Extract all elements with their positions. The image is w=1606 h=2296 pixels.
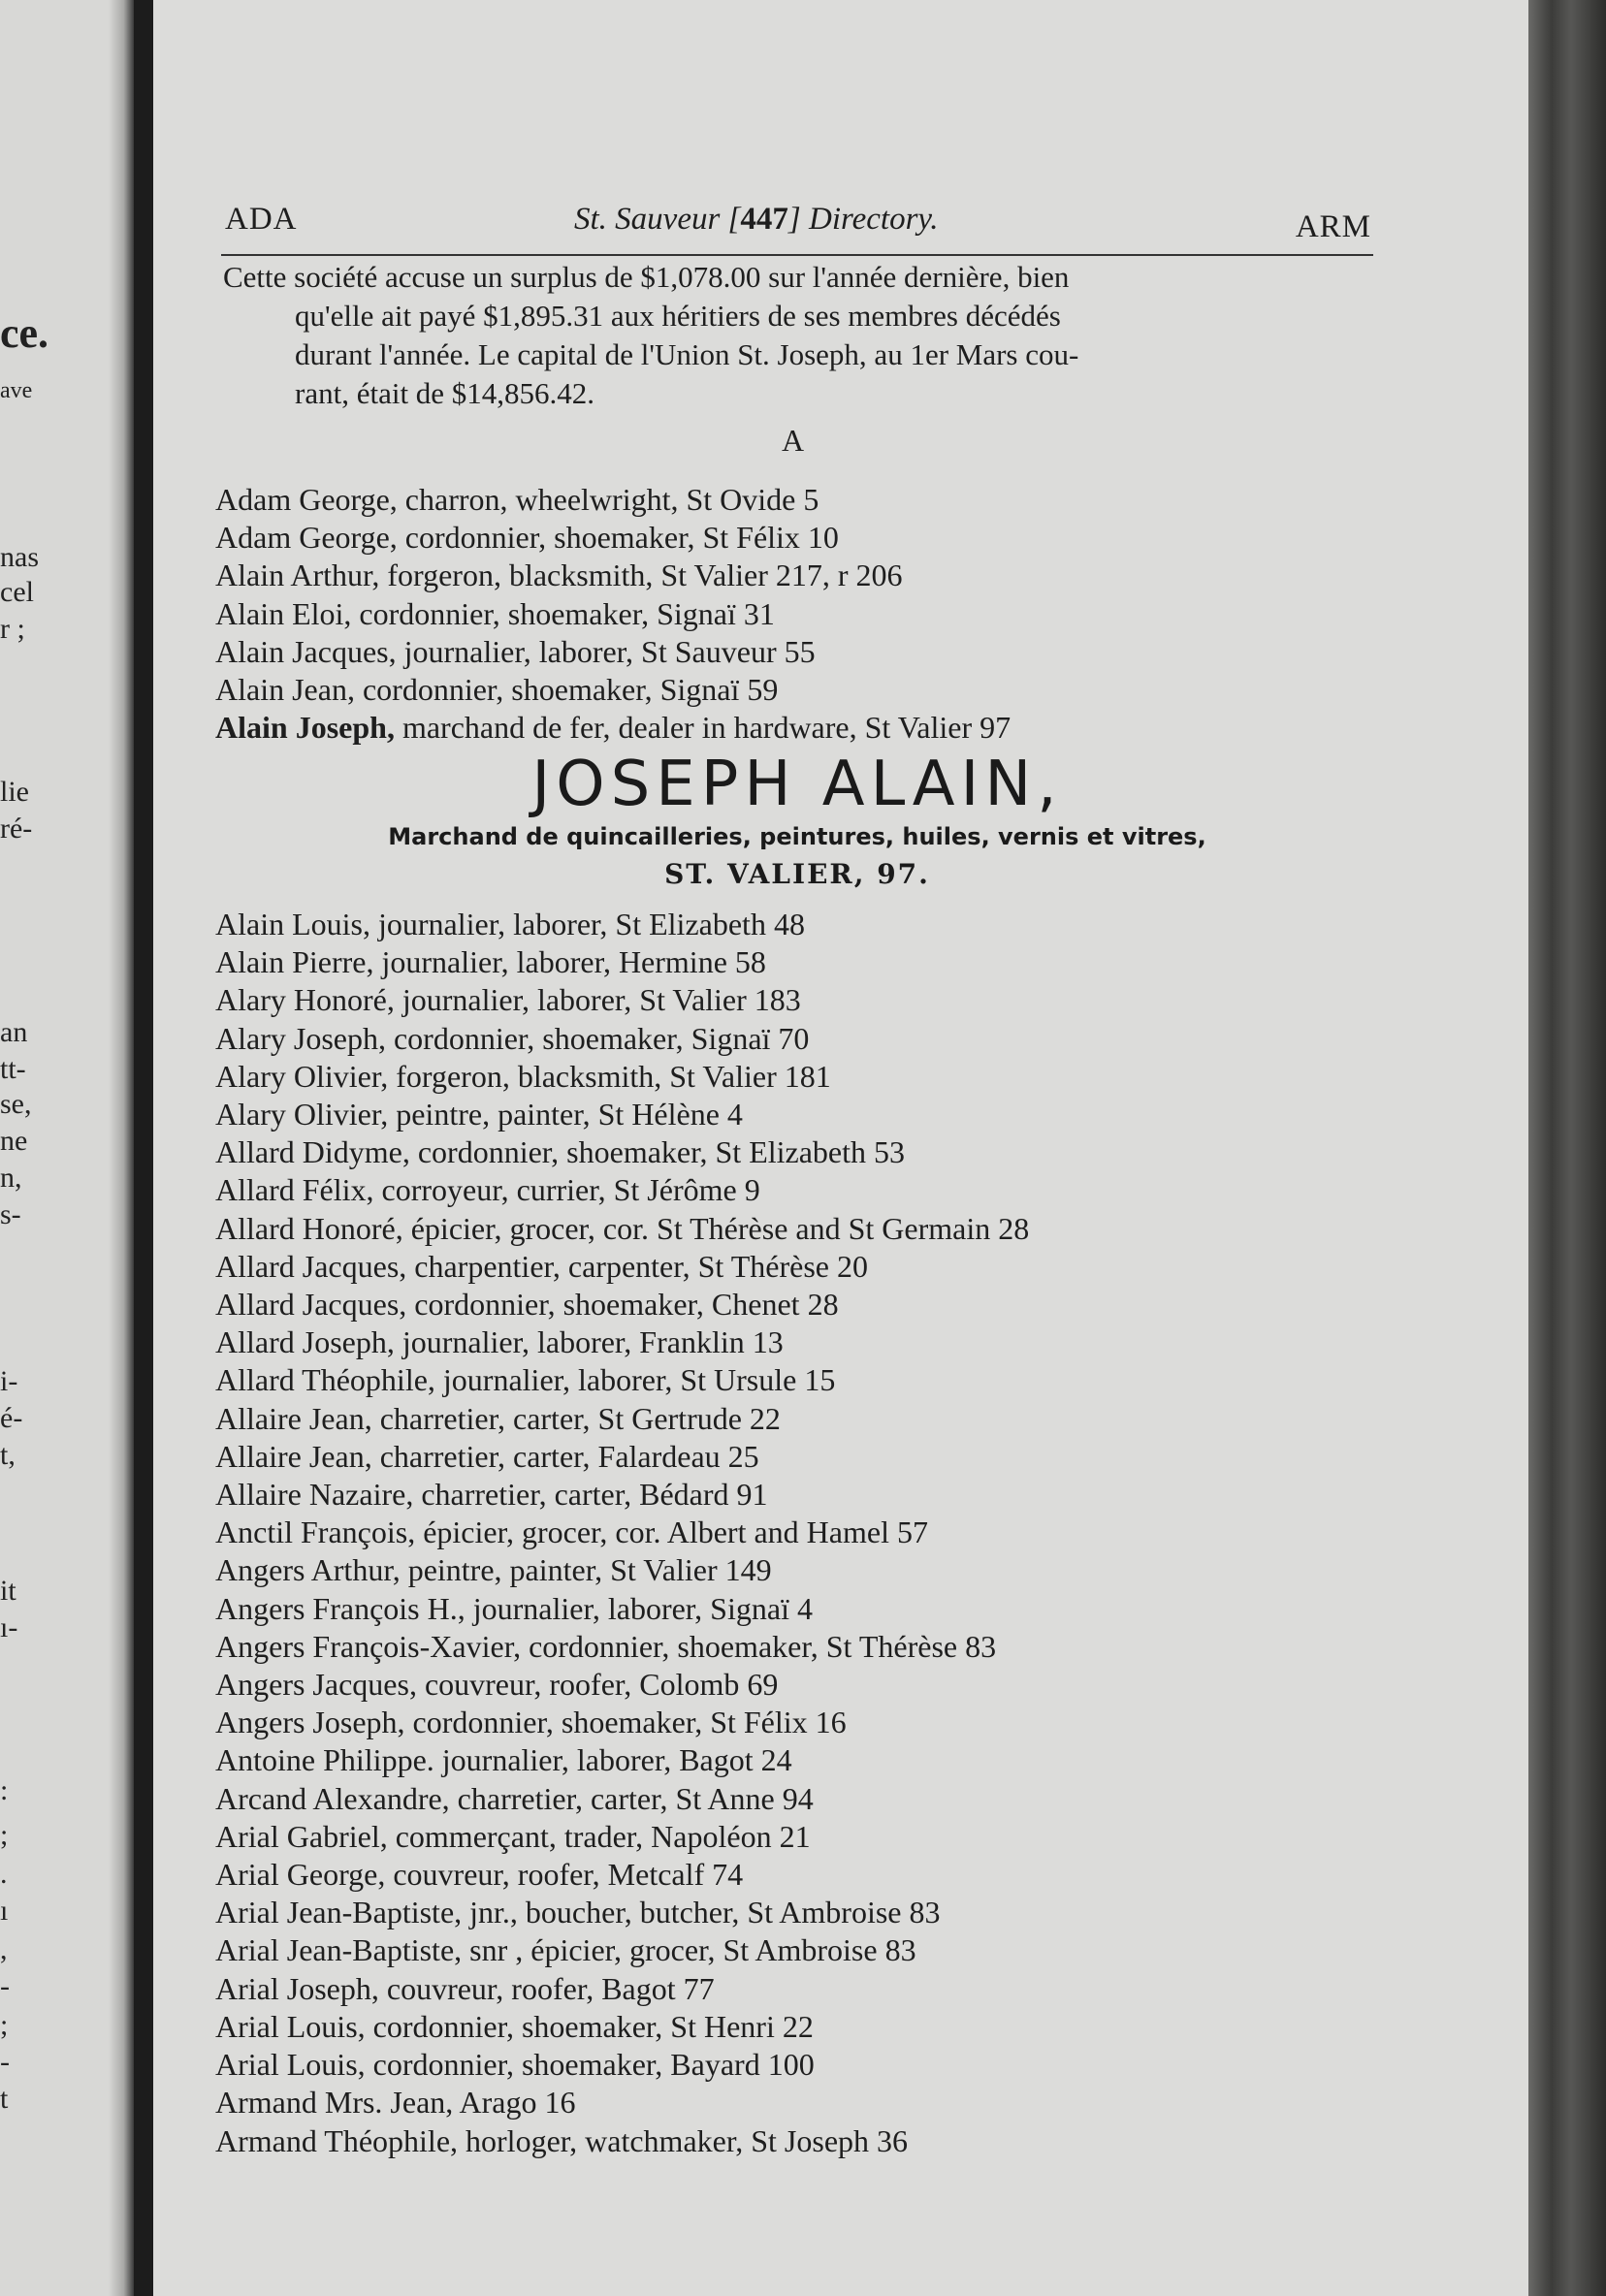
left-page-text: tt- [0,1053,26,1085]
left-page-text: r ; [0,613,25,645]
running-head [225,202,1371,250]
directory-entry: Allaire Jean, charretier, carter, Falardeau 25 [215,1438,759,1474]
directory-entry: Arial Jean-Baptiste, snr , épicier, grocer, St Ambroise 83 [215,1932,916,1968]
page-edge [1528,0,1606,2296]
left-page-text: ı [0,1895,9,1927]
entry-text: Alain Arthur, forgeron, blacksmith, St Valier 217, r 206 [215,558,903,593]
page-number: 447 [740,202,788,237]
directory-entry: Alary Olivier, forgeron, blacksmith, St Valier 181 [215,1058,831,1094]
left-page-text: i- [0,1365,18,1397]
ad-address: ST. VALIER, 97. [664,858,930,890]
directory-entry: Arcand Alexandre, charretier, carter, St Anne 94 [215,1780,814,1816]
page-gutter [134,0,153,2296]
left-page-text: ave [0,378,33,403]
directory-entry: Alary Olivier, peintre, painter, St Hélène 4 [215,1097,743,1132]
left-page-text: n, [0,1162,22,1194]
directory-entry: Antoine Philippe. journalier, laborer, Bagot 24 [215,1742,792,1778]
directory-entry: Allard Joseph, journalier, laborer, Franklin 13 [215,1324,784,1360]
section-letter: A [782,423,805,458]
intro-paragraph [223,258,1373,413]
directory-entry: Angers Arthur, peintre, painter, St Valier 149 [215,1552,772,1588]
directory-entry [215,557,1379,594]
directory-entry: Arial Louis, cordonnier, shoemaker, Bayard 100 [215,2047,815,2083]
directory-entry: Angers François H., journalier, laborer, Signaï 4 [215,1590,813,1626]
directory-entry [215,633,1379,671]
left-page-text: an [0,1016,28,1048]
directory-entry: Alain Pierre, journalier, laborer, Hermine 58 [215,944,766,980]
directory-entry: Arial George, couvreur, roofer, Metcalf 74 [215,1857,744,1893]
directory-entry: Arial Jean-Baptiste, jnr., boucher, butcher, St Ambroise 83 [215,1895,941,1930]
entry-text: Alain Jacques, journalier, laborer, St Sauveur 55 [215,633,816,669]
page-gutter-shadow [109,0,134,2296]
directory-entry: Arial Joseph, couvreur, roofer, Bagot 77 [215,1970,715,2006]
left-page-text: ı- [0,1611,18,1643]
entry-text: Alain Eloi, cordonnier, shoemaker, Signaï 31 [215,595,775,631]
ad-description: Marchand de quincailleries, peintures, huiles, vernis et vitres, [388,823,1206,850]
left-page-text: it [0,1575,16,1607]
running-head-prefix: St. Sauveur [ [574,202,741,237]
directory-entry: Arial Gabriel, commerçant, trader, Napoléon 21 [215,1818,811,1854]
running-head-center [574,202,939,238]
left-page-text: : [0,1774,9,1806]
entries-top [215,481,1379,747]
directory-entry: Angers Jacques, couvreur, roofer, Colomb 69 [215,1667,779,1703]
directory-entry: Allard Didyme, cordonnier, shoemaker, St Elizabeth 53 [215,1134,906,1170]
intro-line: rant, était de $14,856.42. [295,376,595,410]
directory-entry: Arial Louis, cordonnier, shoemaker, St Henri 22 [215,2008,814,2044]
entry-text: Adam George, cordonnier, shoemaker, St Félix 10 [215,520,839,556]
left-page-text: ne [0,1125,28,1157]
left-page-text: t [0,2083,9,2115]
entry-text: marchand de fer, dealer in hardware, St Valier 97 [394,710,1012,746]
left-page-text: , [0,1933,8,1965]
directory-entry: Allard Honoré, épicier, grocer, cor. St Thérèse and St Germain 28 [215,1210,1030,1246]
advertisement [215,750,1379,896]
entry-text: Alain Jean, cordonnier, shoemaker, Signaï 59 [215,672,779,708]
directory-entry: Angers Joseph, cordonnier, shoemaker, St Félix 16 [215,1705,847,1740]
left-page-text: . [0,1858,8,1890]
directory-entry: Allard Jacques, cordonnier, shoemaker, Chenet 28 [215,1287,839,1323]
directory-entry: Armand Théophile, horloger, watchmaker, St Joseph 36 [215,2122,909,2158]
directory-entry [215,671,1379,709]
left-page-text: - [0,1970,10,2002]
directory-entry: Alain Louis, journalier, laborer, St Elizabeth 48 [215,907,805,941]
left-page-text: ré- [0,813,33,845]
running-head-right: ARM [1295,209,1371,244]
ad-business-name: JOSEPH ALAIN, [531,749,1063,820]
left-page-text: se, [0,1088,32,1120]
directory-entry: Allaire Nazaire, charretier, carter, Bédard 91 [215,1477,768,1513]
directory-entry: Allard Félix, corroyeur, currier, St Jérôme 9 [215,1172,760,1208]
running-head-suffix: ] Directory. [787,202,939,237]
intro-line: Cette société accuse un surplus de $1,078.00 sur l'année dernière, bien [223,260,1070,294]
intro-line: qu'elle ait payé $1,895.31 aux héritiers de ses membres décédés [295,299,1061,333]
left-page-text: é- [0,1402,23,1434]
left-page-text: ce. [0,309,49,357]
left-page-text: cel [0,576,34,608]
directory-entry: Allaire Jean, charretier, carter, St Gertrude 22 [215,1400,781,1436]
directory-entry: Armand Mrs. Jean, Arago 16 [215,2085,576,2121]
left-page-text: nas [0,541,39,573]
directory-entry: Alary Joseph, cordonnier, shoemaker, Signaï 70 [215,1020,810,1056]
directory-entry: Angers François-Xavier, cordonnier, shoemaker, St Thérèse 83 [215,1628,997,1664]
left-page-text: lie [0,776,29,808]
directory-entry [215,481,1379,519]
directory-entry: Allard Théophile, journalier, laborer, St Ursule 15 [215,1362,836,1398]
directory-entry [215,595,1379,633]
intro-line: durant l'année. Le capital de l'Union St. Joseph, au 1er Mars cou- [295,337,1079,371]
left-page-text: s- [0,1198,21,1230]
entry-text: Adam George, charron, wheelwright, St Ovide 5 [215,482,819,517]
directory-entry: Anctil François, épicier, grocer, cor. Albert and Hamel 57 [215,1515,928,1550]
left-page-text: t, [0,1439,16,1471]
left-page-text: ; [0,1819,9,1851]
left-page-text: - [0,2046,10,2078]
directory-entry: Alary Honoré, journalier, laborer, St Valier 183 [215,982,801,1018]
entry-name: Alain Joseph, [215,710,395,746]
left-page-text: ; [0,2009,9,2041]
directory-entry [215,519,1379,557]
directory-entry: Allard Jacques, charpentier, carpenter, St Thérèse 20 [215,1248,868,1284]
entries-bottom [215,906,1379,2160]
directory-entry-bold [215,709,1379,747]
running-head-left: ADA [225,202,298,237]
header-rule [221,254,1373,256]
